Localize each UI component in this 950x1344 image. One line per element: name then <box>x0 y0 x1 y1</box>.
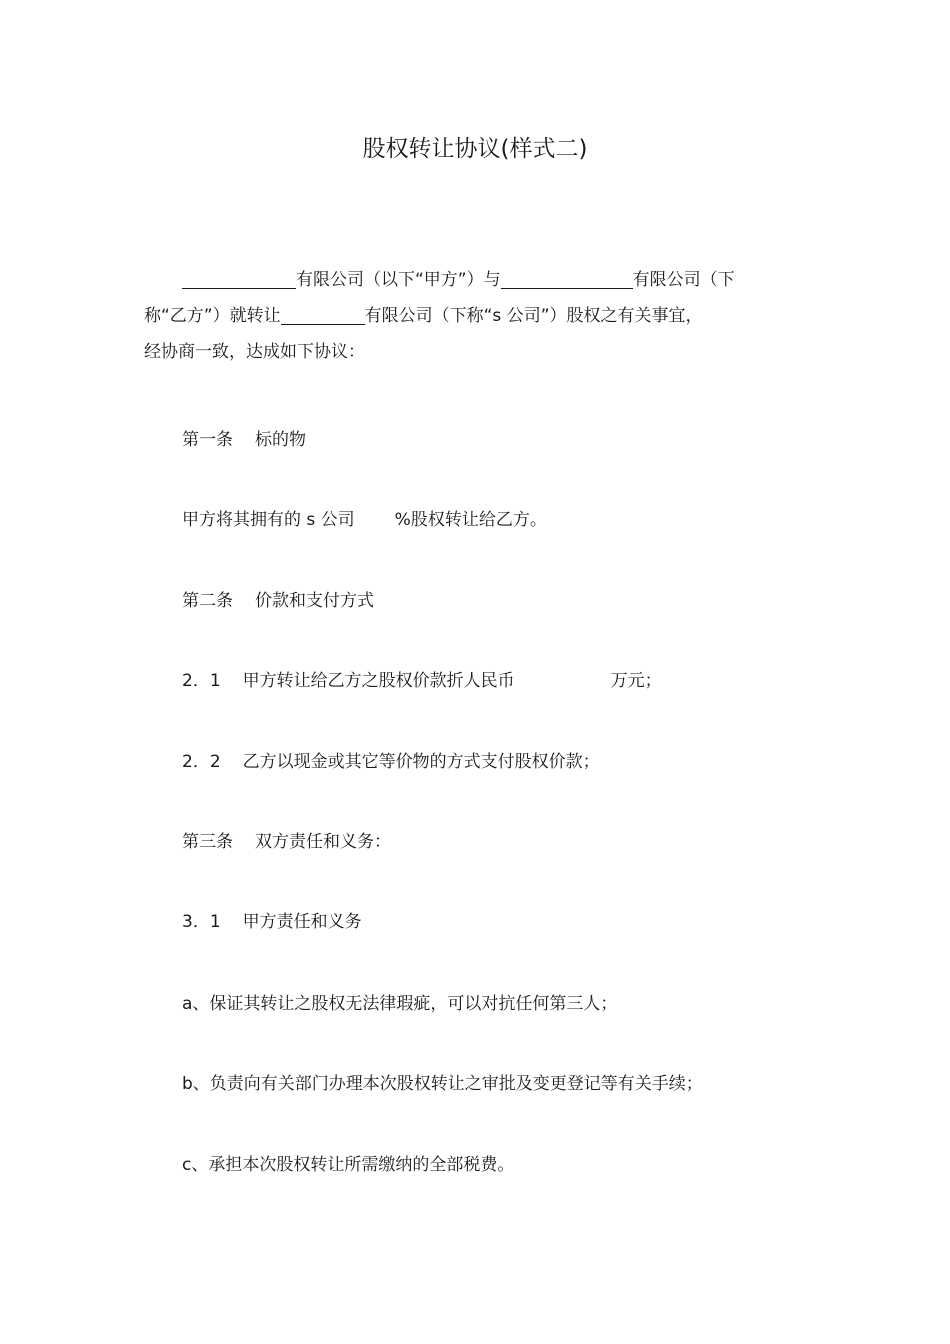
obligation-item-a: a、保证其转让之股权无法律瑕疵，可以对抗任何第三人； <box>182 994 618 1014</box>
obligation-item-b: b、负责向有关部门办理本次股权转让之审批及变更登记等有关手续； <box>182 1074 703 1094</box>
article-1-heading <box>182 428 306 452</box>
intro-line-1 <box>144 262 804 298</box>
article-1-body <box>182 508 547 532</box>
clause-number: 3．1 <box>182 912 221 932</box>
intro-line-3: 经协商一致，达成如下协议： <box>144 342 365 362</box>
party-a-blank <box>182 268 296 289</box>
clause-text: 万元； <box>610 671 662 691</box>
clause-text: 甲方转让给乙方之股权价款折人民币 <box>242 671 515 691</box>
clause-text: 甲方将其拥有的 s 公司 <box>182 510 355 530</box>
article-2-heading <box>182 589 374 613</box>
article-title: 标的物 <box>255 430 306 450</box>
article-number: 第一条 <box>182 430 233 450</box>
clause-2-2 <box>182 750 600 774</box>
clause-number: 2．2 <box>182 752 221 772</box>
article-title: 价款和支付方式 <box>255 591 374 611</box>
document-title: 股权转让协议(样式二) <box>362 136 588 162</box>
intro-text: 有限公司（下称“s 公司”）股权之有关事宜， <box>364 306 703 326</box>
article-3-heading <box>182 830 391 854</box>
clause-number: 2．1 <box>182 671 221 691</box>
obligation-item-c: c、承担本次股权转让所需缴纳的全部税费。 <box>182 1155 515 1175</box>
intro-paragraph <box>144 262 804 370</box>
company-blank <box>281 304 365 325</box>
intro-text: 有限公司（以下“甲方”）与 <box>296 270 501 290</box>
intro-text: 有限公司（下 <box>632 270 735 290</box>
clause-2-1 <box>182 669 662 693</box>
clause-3-1 <box>182 910 362 934</box>
article-number: 第三条 <box>182 832 233 852</box>
intro-line-2 <box>144 298 804 334</box>
clause-text: 乙方以现金或其它等价物的方式支付股权价款； <box>242 752 600 772</box>
article-title: 双方责任和义务： <box>255 832 391 852</box>
clause-text: %股权转让给乙方。 <box>394 510 547 530</box>
article-number: 第二条 <box>182 591 233 611</box>
party-b-blank <box>501 268 633 289</box>
intro-text: 称“乙方”）就转让 <box>144 306 281 326</box>
clause-text: 甲方责任和义务 <box>242 912 362 932</box>
